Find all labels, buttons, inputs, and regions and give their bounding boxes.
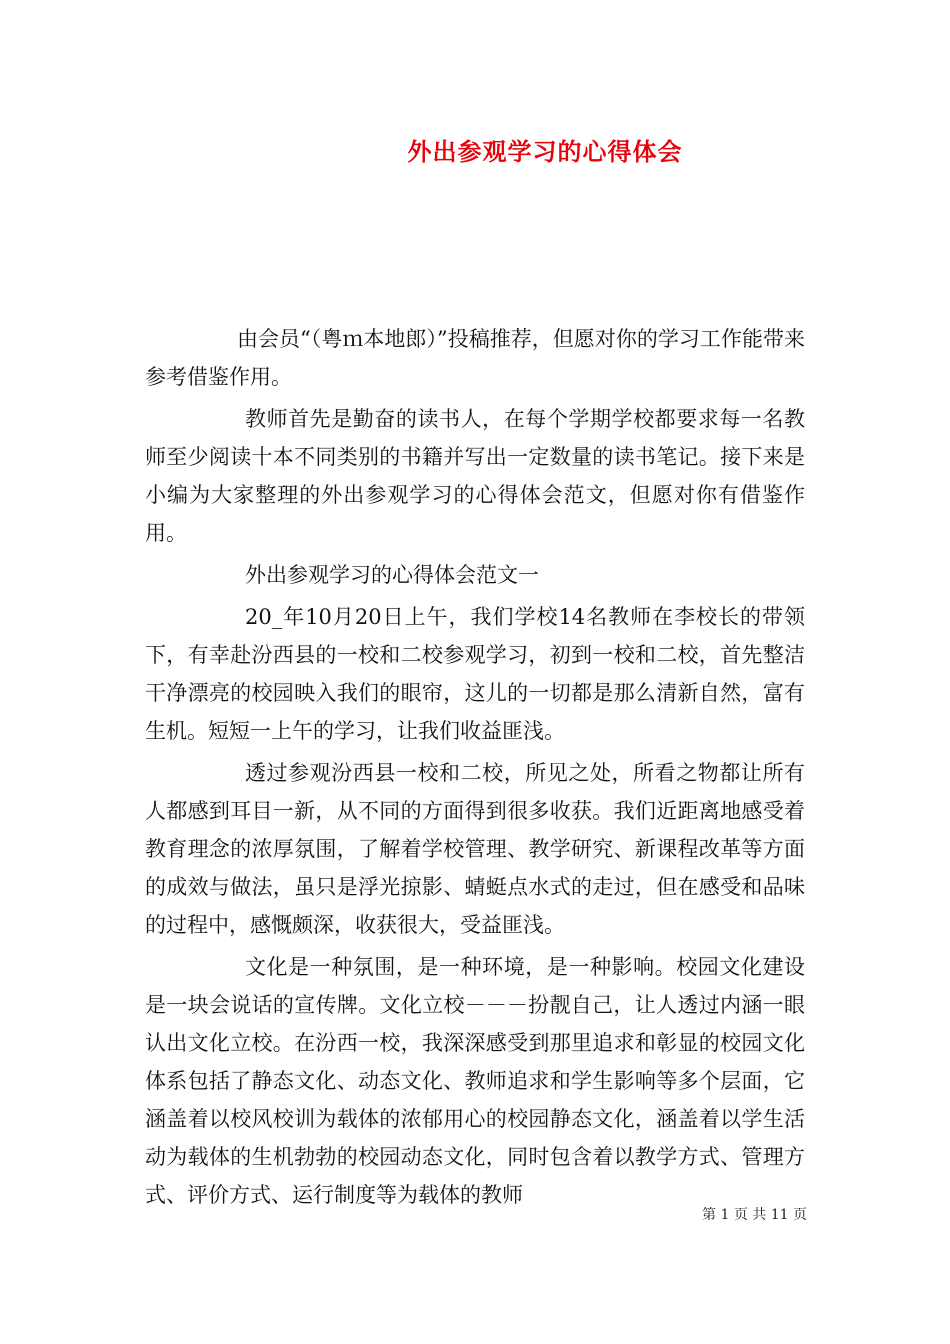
intro-paragraph: 由会员“（粤ｍ本地郎）”投稿推荐，但愿对你的学习工作能带来参考借鉴作用。 — [145, 327, 805, 389]
document-title: 外出参观学习的心得体会 — [407, 137, 683, 166]
section-heading: 外出参观学习的心得体会范文一 — [245, 563, 539, 587]
body-paragraph: 文化是一种氛围，是一种环境，是一种影响。校园文化建设是一块会说话的宣传牌。文化立校－－－扮靓自己，让人透过内涵一眼认出文化立校。在汾西一校，我深深感受到那里追求和彰显的校园文化体系包括了静态文化、动态文化、教师追求和学生影响等多个层面，它涵盖着以校风校训为载体的浓郁用心的校园静态文化，涵盖着以学生活动为载体的生机勃勃的校园动态文化，同时包含着以教学方式、管理方式、评价方式、运行制度等为载体的教师 — [145, 955, 805, 1207]
body-paragraph: 透过参观汾西县一校和二校，所见之处，所看之物都让所有人都感到耳目一新，从不同的方面得到很多收获。我们近距离地感受着教育理念的浓厚氛围，了解着学校管理、教学研究、新课程改革等方面的成效与做法，虽只是浮光掠影、蜻蜓点水式的走过，但在感受和品味的过程中，感慨颇深，收获很大，受益匪浅。 — [145, 761, 805, 937]
body-paragraph: 20_年10月20日上午，我们学校14名教师在李校长的带领下，有幸赴汾西县的一校和二校参观学习，初到一校和二校，首先整洁干净漂亮的校园映入我们的眼帘，这儿的一切都是那么清新自然，富有生机。短短一上午的学习，让我们收益匪浅。 — [145, 605, 805, 743]
body-paragraph: 教师首先是勤奋的读书人，在每个学期学校都要求每一名教师至少阅读十本不同类别的书籍并写出一定数量的读书笔记。接下来是小编为大家整理的外出参观学习的心得体会范文，但愿对你有借鉴作用。 — [145, 407, 805, 545]
page-number-footer: 第 1 页 共 11 页 — [702, 1207, 807, 1223]
document-body — [145, 320, 805, 1218]
